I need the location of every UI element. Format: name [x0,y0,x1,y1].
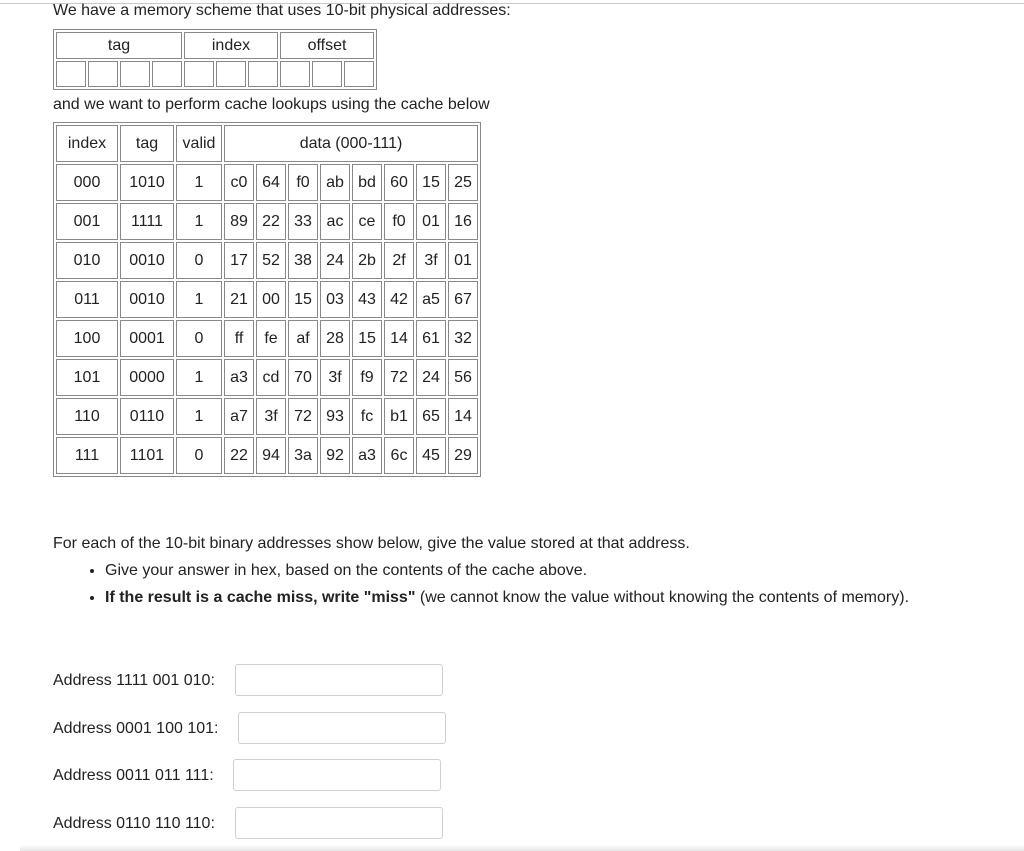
cache-byte-cell: c0 [224,164,254,201]
answer-input-4[interactable] [235,807,443,839]
address-bit-cell [248,61,278,87]
cache-header-row [56,125,478,162]
cache-byte-cell: ab [320,164,350,201]
cache-byte-cell: ac [320,203,350,240]
cache-byte-cell: ff [224,320,254,357]
answer-input-2[interactable] [238,712,446,744]
cache-valid-cell: 1 [176,203,222,240]
address-format-table [53,29,377,90]
question-label: Address 0110 110 110: [53,815,215,832]
cache-row [56,242,478,279]
cache-byte-cell: 92 [320,437,350,474]
cache-byte-cell: 33 [288,203,318,240]
address-bit-cell [88,61,118,87]
cache-byte-cell: cd [256,359,286,396]
cache-byte-cell: 3f [320,359,350,396]
cache-byte-cell: f0 [288,164,318,201]
cache-row [56,359,478,396]
cache-byte-cell: 42 [384,281,414,318]
cache-byte-cell: 45 [416,437,446,474]
bullet-bold-text: If the result is a cache miss, write "miss" [105,589,416,606]
bullet-rest-text: (we cannot know the value without knowing the contents of memory). [415,589,910,606]
cache-byte-cell: 43 [352,281,382,318]
cache-table [53,122,481,477]
cache-valid-cell: 1 [176,164,222,201]
cache-index-cell: 010 [56,242,118,279]
cache-byte-cell: 38 [288,242,318,279]
header-tag: tag [120,125,174,162]
cache-byte-cell: 00 [256,281,286,318]
header-valid: valid [176,125,222,162]
cache-index-cell: 001 [56,203,118,240]
cache-byte-cell: fe [256,320,286,357]
header-index: index [56,125,118,162]
cache-byte-cell: a5 [416,281,446,318]
cache-byte-cell: 65 [416,398,446,435]
cache-byte-cell: 22 [256,203,286,240]
cache-byte-cell: 94 [256,437,286,474]
cache-index-cell: 011 [56,281,118,318]
cache-tag-cell: 0110 [120,398,174,435]
cache-byte-cell: 01 [416,203,446,240]
cache-byte-cell: b1 [384,398,414,435]
address-bit-cell [152,61,182,87]
cache-byte-cell: bd [352,164,382,201]
cache-byte-cell: 29 [448,437,478,474]
cache-byte-cell: 70 [288,359,318,396]
list-item [105,589,909,607]
tag-field-label: tag [56,32,182,59]
cache-byte-cell: 93 [320,398,350,435]
cache-byte-cell: 61 [416,320,446,357]
cache-tag-cell: 1101 [120,437,174,474]
cache-index-cell: 111 [56,437,118,474]
address-bit-cell [56,61,86,87]
cache-byte-cell: 15 [288,281,318,318]
answer-input-3[interactable] [233,759,441,791]
cache-byte-cell: 3f [256,398,286,435]
cache-byte-cell: 14 [448,398,478,435]
cache-row [56,203,478,240]
cache-tag-cell: 0000 [120,359,174,396]
cache-valid-cell: 1 [176,398,222,435]
cache-tag-cell: 0001 [120,320,174,357]
cache-byte-cell: 89 [224,203,254,240]
bullet-text: Give your answer in hex, based on the contents of the cache above. [105,562,588,579]
cache-byte-cell: 21 [224,281,254,318]
cache-valid-cell: 0 [176,242,222,279]
cache-byte-cell: 2b [352,242,382,279]
list-item [105,562,909,580]
cache-byte-cell: 2f [384,242,414,279]
instructions-list [53,562,909,616]
cache-byte-cell: 60 [384,164,414,201]
cache-byte-cell: 32 [448,320,478,357]
cache-byte-cell: 56 [448,359,478,396]
question-label: Address 1111 001 010: [53,672,215,689]
header-data: data (000-111) [224,125,478,162]
address-bit-cell [216,61,246,87]
cache-tag-cell: 0010 [120,242,174,279]
bottom-edge [20,845,1024,851]
cache-byte-cell: ce [352,203,382,240]
cache-byte-cell: 03 [320,281,350,318]
cache-valid-cell: 1 [176,281,222,318]
cache-index-cell: 110 [56,398,118,435]
index-field-label: index [184,32,278,59]
cache-byte-cell: 52 [256,242,286,279]
cache-row [56,320,478,357]
cache-row [56,398,478,435]
cache-byte-cell: 72 [288,398,318,435]
cache-byte-cell: 28 [320,320,350,357]
cache-byte-cell: 6c [384,437,414,474]
cache-byte-cell: 24 [416,359,446,396]
cache-byte-cell: 17 [224,242,254,279]
cache-byte-cell: a7 [224,398,254,435]
cache-valid-cell: 1 [176,359,222,396]
address-bit-cell [312,61,342,87]
cache-row [56,164,478,201]
cache-byte-cell: 01 [448,242,478,279]
cache-byte-cell: 72 [384,359,414,396]
cache-tag-cell: 0010 [120,281,174,318]
cache-row [56,437,478,474]
cache-byte-cell: 3f [416,242,446,279]
cache-index-cell: 000 [56,164,118,201]
cache-tag-cell: 1010 [120,164,174,201]
cache-byte-cell: 24 [320,242,350,279]
cache-byte-cell: 25 [448,164,478,201]
cache-byte-cell: af [288,320,318,357]
cache-index-cell: 101 [56,359,118,396]
cache-byte-cell: 64 [256,164,286,201]
cache-byte-cell: f0 [384,203,414,240]
cache-byte-cell: 14 [384,320,414,357]
cache-byte-cell: 67 [448,281,478,318]
address-bit-cell [184,61,214,87]
cache-byte-cell: a3 [352,437,382,474]
address-bit-cell [280,61,310,87]
address-field-row [56,32,374,59]
cache-byte-cell: f9 [352,359,382,396]
intro-text-2: and we want to perform cache lookups using the cache below [53,96,490,113]
cache-byte-cell: 15 [352,320,382,357]
cache-valid-cell: 0 [176,320,222,357]
cache-valid-cell: 0 [176,437,222,474]
question-label: Address 0011 011 111: [53,767,214,784]
cache-tag-cell: 1111 [120,203,174,240]
cache-byte-cell: 3a [288,437,318,474]
address-bit-cell [120,61,150,87]
cache-byte-cell: 16 [448,203,478,240]
intro-text: We have a memory scheme that uses 10-bit physical addresses: [53,2,511,19]
cache-byte-cell: 15 [416,164,446,201]
address-bit-row [56,61,374,87]
question-label: Address 0001 100 101: [53,720,219,737]
instructions-text: For each of the 10-bit binary addresses show below, give the value stored at that address. [53,535,690,552]
cache-index-cell: 100 [56,320,118,357]
cache-byte-cell: fc [352,398,382,435]
cache-byte-cell: 22 [224,437,254,474]
answer-input-1[interactable] [235,664,443,696]
offset-field-label: offset [280,32,374,59]
cache-byte-cell: a3 [224,359,254,396]
address-bit-cell [344,61,374,87]
cache-row [56,281,478,318]
